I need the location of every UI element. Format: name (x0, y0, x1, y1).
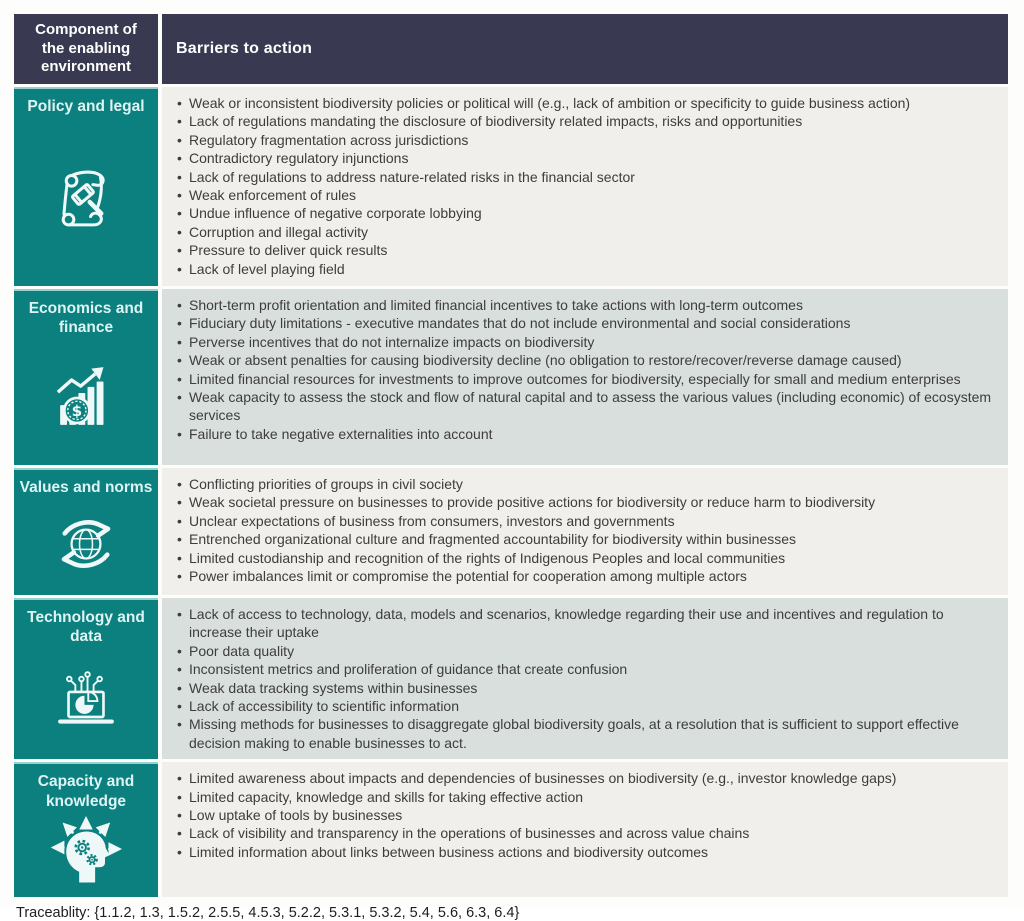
barriers-list (176, 605, 996, 752)
barrier-item: • Low uptake of tools by businesses (176, 806, 996, 824)
barrier-item: • Lack of regulations to address nature-related risks in the financial sector (176, 168, 996, 186)
table-row (14, 468, 1008, 595)
component-label: Capacity and knowledge (37, 773, 135, 810)
table-row (14, 289, 1008, 465)
table-body (14, 87, 1008, 897)
component-cell (14, 468, 158, 595)
barrier-item: • Lack of accessibility to scientific information (176, 697, 996, 715)
barrier-item: • Short-term profit orientation and limited financial incentives to take actions with long-term outcomes (176, 296, 996, 314)
barriers-list (176, 769, 996, 861)
component-label: Values and norms (19, 479, 153, 496)
barrier-item: • Undue influence of negative corporate lobbying (176, 204, 996, 222)
barriers-cell (162, 762, 1008, 897)
barrier-item: • Failure to take negative externalities into account (176, 425, 996, 443)
scroll-gavel-icon (19, 116, 153, 276)
barrier-item: • Limited custodianship and recognition of the rights of Indigenous Peoples and local communities (176, 549, 996, 567)
barrier-item: • Regulatory fragmentation across jurisdictions (176, 131, 996, 149)
table-header-row (14, 14, 1008, 84)
barrier-item: • Limited information about links between business actions and biodiversity outcomes (176, 843, 996, 861)
barrier-item: • Inconsistent metrics and proliferation of guidance that create confusion (176, 660, 996, 678)
barrier-item: • Weak or absent penalties for causing biodiversity decline (no obligation to restore/recover/reverse damage caused) (176, 351, 996, 369)
table-row (14, 87, 1008, 286)
barriers-list (176, 475, 996, 585)
barrier-item: • Entrenched organizational culture and fragmented accountability for biodiversity within businesses (176, 530, 996, 548)
head-gears-icon (19, 811, 153, 887)
barriers-list (176, 94, 996, 278)
component-cell (14, 87, 158, 286)
barrier-item: • Contradictory regulatory injunctions (176, 149, 996, 167)
component-label: Policy and legal (27, 98, 145, 115)
laptop-data-icon (19, 647, 153, 750)
component-cell (14, 598, 158, 759)
barrier-item: • Weak capacity to assess the stock and flow of natural capital and to assess the various values (including economic) of ecosystem services (176, 388, 996, 425)
barrier-item: • Corruption and illegal activity (176, 223, 996, 241)
barrier-item: • Fiduciary duty limitations - executive mandates that do not include environmental and social considerations (176, 314, 996, 332)
barrier-item: • Unclear expectations of business from consumers, investors and governments (176, 512, 996, 530)
barrier-item: • Lack of visibility and transparency in the operations of businesses and across value chains (176, 824, 996, 842)
barrier-item: • Limited awareness about impacts and dependencies of businesses on biodiversity (e.g., investor knowledge gaps) (176, 769, 996, 787)
component-label: Economics and finance (28, 300, 144, 337)
barriers-cell (162, 598, 1008, 759)
barrier-item: • Weak societal pressure on businesses to provide positive actions for biodiversity or reduce harm to biodiversity (176, 493, 996, 511)
traceability-note: Traceablity: {1.1.2, 1.3, 1.5.2, 2.5.5, 4.5.3, 5.2.2, 5.3.1, 5.3.2, 5.4, 5.6, 6.3, 6.4} (16, 905, 520, 921)
table-row (14, 598, 1008, 759)
barriers-cell (162, 289, 1008, 465)
svg-text:$: $ (71, 402, 83, 421)
component-cell (14, 762, 158, 897)
barrier-item: • Limited financial resources for investments to improve outcomes for biodiversity, especially for small and medium enterprises (176, 370, 996, 388)
component-cell (14, 289, 158, 465)
barriers-cell (162, 468, 1008, 595)
barrier-item: • Perverse incentives that do not internalize impacts on biodiversity (176, 333, 996, 351)
component-label: Technology and data (27, 609, 145, 646)
barrier-item: • Weak data tracking systems within businesses (176, 679, 996, 697)
barrier-item: • Pressure to deliver quick results (176, 241, 996, 259)
barriers-list (176, 296, 996, 443)
barrier-item: • Conflicting priorities of groups in civil society (176, 475, 996, 493)
table-row (14, 762, 1008, 897)
barrier-item: • Lack of access to technology, data, models and scenarios, knowledge regarding their use and incentives and regulation to increase their uptake (176, 605, 996, 642)
header-barriers-column: Barriers to action (162, 14, 1008, 84)
barrier-item: • Missing methods for businesses to disaggregate global biodiversity goals, at a resolution that is sufficient to support effective decision making to enable businesses to act. (176, 715, 996, 752)
barrier-item: • Poor data quality (176, 642, 996, 660)
barrier-item: • Weak enforcement of rules (176, 186, 996, 204)
barrier-item: • Lack of regulations mandating the disclosure of biodiversity related impacts, risks and opportunities (176, 112, 996, 130)
barrier-item: • Weak or inconsistent biodiversity policies or political will (e.g., lack of ambition or specificity to guide business action) (176, 94, 996, 112)
finance-chart-icon (19, 338, 153, 455)
barrier-item: • Limited capacity, knowledge and skills for taking effective action (176, 788, 996, 806)
barriers-cell (162, 87, 1008, 286)
header-component-column: Component of the enabling environment (14, 14, 158, 84)
barrier-item: • Lack of level playing field (176, 260, 996, 278)
barrier-item: • Power imbalances limit or compromise the potential for cooperation among multiple actors (176, 567, 996, 585)
hands-globe-icon (19, 497, 153, 585)
